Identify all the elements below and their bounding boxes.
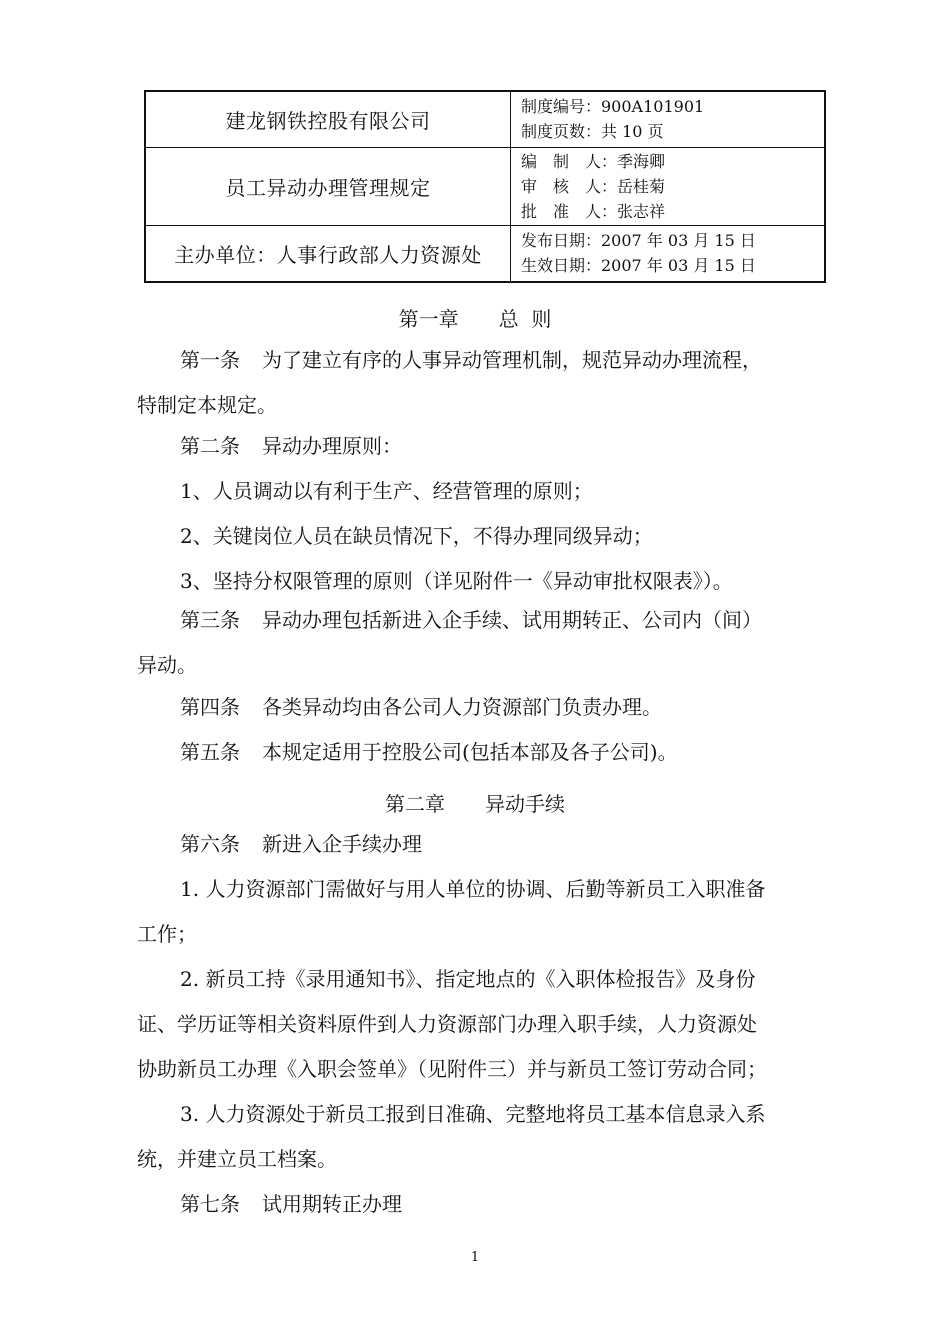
- article-4-label: 第四条: [180, 695, 240, 719]
- doc-number: 制度编号：900A101901: [521, 97, 705, 117]
- article-7-text: 试用期转正办理: [262, 1192, 402, 1216]
- article-6-text: 新进入企手续办理: [262, 832, 422, 856]
- article-1-label: 第一条: [180, 348, 240, 372]
- release-date: 发布日期：2007 年 03 月 15 日: [521, 231, 756, 251]
- author: 编 制 人：季海卿: [521, 151, 666, 171]
- article-2: [137, 424, 837, 604]
- article-2-item-2: 2、关键岗位人员在缺员情况下，不得办理同级异动；: [180, 524, 653, 548]
- article-2-item-1: 1、人员调动以有利于生产、经营管理的原则；: [180, 479, 593, 503]
- doc-pages: 制度页数：共 10 页: [521, 122, 664, 142]
- doc-title: 员工异动办理管理规定: [145, 147, 511, 225]
- company-name: 建龙钢铁控股有限公司: [145, 91, 511, 147]
- article-5-text: 本规定适用于控股公司(包括本部及各子公司)。: [262, 740, 678, 764]
- article-6-label: 第六条: [180, 832, 240, 856]
- page-number: 1: [470, 1250, 480, 1265]
- article-2-item-3: 3、坚持分权限管理的原则（详见附件一《异动审批权限表》）。: [180, 569, 733, 593]
- article-3-label: 第三条: [180, 608, 240, 632]
- article-6-item-3-line-1: 3. 人力资源处于新员工报到日准确、完整地将员工基本信息录入系: [180, 1102, 766, 1126]
- dates-cell: [511, 225, 826, 282]
- article-1-cont: 特制定本规定。: [137, 393, 277, 417]
- signatories-cell: [511, 147, 826, 225]
- article-6: [137, 822, 837, 1227]
- host-unit: 主办单位：人事行政部人力资源处: [145, 225, 511, 282]
- document-header-table: [144, 90, 826, 283]
- reviewer: 审 核 人：岳桂菊: [521, 176, 666, 196]
- article-3-text: 异动办理包括新进入企手续、试用期转正、公司内（间）: [262, 608, 762, 632]
- article-6-item-1-line-2: 工作；: [137, 922, 197, 946]
- article-2-label: 第二条: [180, 434, 240, 458]
- article-6-item-3-line-2: 统，并建立员工档案。: [137, 1147, 337, 1171]
- article-6-item-2-line-1: 2. 新员工持《录用通知书》、指定地点的《入职体检报告》及身份: [180, 967, 756, 991]
- article-6-item-2-line-3: 协助新员工办理《入职会签单》（见附件三）并与新员工签订劳动合同；: [137, 1057, 767, 1081]
- article-2-text: 异动办理原则：: [262, 434, 402, 458]
- article-6-item-2-line-2: 证、学历证等相关资料原件到人力资源部门办理入职手续，人力资源处: [137, 1012, 757, 1036]
- article-6-item-1-line-1: 1. 人力资源部门需做好与用人单位的协调、后勤等新员工入职准备: [180, 877, 766, 901]
- article-3-cont: 异动。: [137, 653, 197, 677]
- article-4: [137, 685, 837, 775]
- article-1-text: 为了建立有序的人事异动管理机制，规范异动办理流程，: [262, 348, 762, 372]
- article-7-label: 第七条: [180, 1192, 240, 1216]
- article-3: [137, 598, 837, 688]
- chapter-1-heading: 第一章 总 则: [398, 307, 552, 331]
- article-5-label: 第五条: [180, 740, 240, 764]
- doc-meta-cell: [511, 91, 826, 147]
- effective-date: 生效日期：2007 年 03 月 15 日: [521, 256, 756, 276]
- chapter-2-heading: 第二章 异动手续: [385, 792, 565, 816]
- article-1: [137, 338, 837, 428]
- approver: 批 准 人：张志祥: [521, 201, 666, 221]
- article-4-text: 各类异动均由各公司人力资源部门负责办理。: [262, 695, 662, 719]
